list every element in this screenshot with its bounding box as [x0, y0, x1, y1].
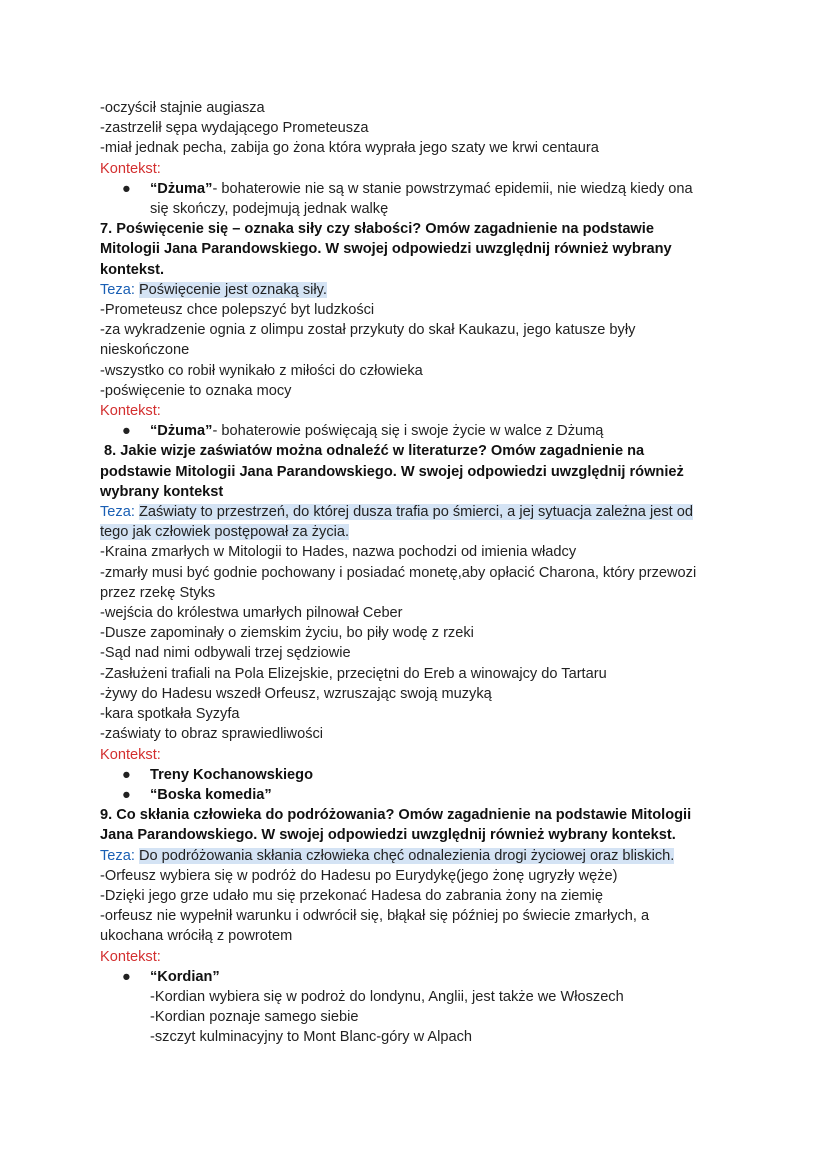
bullet-continuation: się skończy, podejmują jednak walkę	[150, 201, 389, 218]
text-line: nieskończone	[100, 342, 190, 359]
kontekst-label: Kontekst:	[100, 746, 161, 763]
teza-line	[100, 502, 768, 522]
question-heading: 7. Poświęcenie się – oznaka siły czy słabości? Omów zagadnienie na podstawie	[100, 221, 654, 238]
text-line: -zastrzelił sępa wydającego Prometeusza	[100, 120, 369, 137]
text-line: -za wykradzenie ognia z olimpu został przykuty do skał Kaukazu, jego katusze były	[100, 322, 636, 339]
teza-label: Teza:	[100, 504, 135, 521]
text-line: -żywy do Hadesu wszedł Orfeusz, wzruszając swoją muzyką	[100, 685, 492, 702]
bullet-item	[100, 785, 768, 805]
sub-item: -Kordian wybiera się w podroż do londynu, Anglii, jest także we Włoszech	[150, 988, 624, 1005]
question-heading: podstawie Mitologii Jana Parandowskiego. W swojej odpowiedzi uwzględnij również	[100, 463, 684, 480]
text-line: przez rzekę Styks	[100, 584, 216, 601]
bullet-title: “Boska komedia”	[150, 786, 272, 803]
teza-label: Teza:	[100, 281, 135, 298]
bullet-item	[100, 179, 768, 199]
text-line: -orfeusz nie wypełnił warunku i odwrócił się, błąkał się później po świecie zmarłych, a	[100, 908, 650, 925]
sub-item: -szczyt kulminacyjny to Mont Blanc-góry w Alpach	[150, 1029, 472, 1046]
bullet-text: - bohaterowie nie są w stanie powstrzymać epidemii, nie wiedzą kiedy ona	[212, 180, 693, 197]
text-line: -Kraina zmarłych w Mitologii to Hades, nazwa pochodzi od imienia władcy	[100, 544, 577, 561]
sub-item: -Kordian poznaje samego siebie	[150, 1009, 359, 1026]
text-line: -miał jednak pecha, zabija go żona która wyprała jego szaty we krwi centaura	[100, 140, 599, 157]
question-heading: 9. Co skłania człowieka do podróżowania? Omów zagadnienie na podstawie Mitologii	[100, 807, 692, 824]
teza-text: Zaświaty to przestrzeń, do której dusza trafia po śmierci, a jej sytuacja zależna jest od	[138, 504, 693, 521]
bullet-text: - bohaterowie poświęcają się i swoje życie w walce z Dżumą	[212, 423, 604, 440]
bullet-item	[100, 967, 768, 987]
bullet-item	[100, 421, 768, 441]
text-line: -zmarły musi być godnie pochowany i posiadać monetę,aby opłacić Charona, który przewozi	[100, 564, 697, 581]
text-line: -oczyścił stajnie augiasza	[100, 100, 265, 116]
text-line: ukochana wróciłą z powrotem	[100, 928, 293, 945]
question-heading: Jana Parandowskiego. W swojej odpowiedzi uwzględnij również wybrany kontekst.	[100, 827, 676, 844]
text-line: -Prometeusz chce polepszyć byt ludzkości	[100, 302, 375, 319]
teza-text: Poświęcenie jest oznaką siły.	[138, 281, 327, 298]
teza-label: Teza:	[100, 847, 135, 864]
text-line: -wejścia do królestwa umarłych pilnował Ceber	[100, 605, 403, 622]
bullet-item	[100, 765, 768, 785]
bullet-icon: ●	[122, 180, 131, 197]
text-line: -zaświaty to obraz sprawiedliwości	[100, 726, 324, 743]
teza-line	[100, 522, 768, 542]
question-heading: 8. Jakie wizje zaświatów można odnaleźć w literaturze? Omów zagadnienie na	[100, 443, 645, 460]
bullet-icon: ●	[122, 766, 131, 783]
bullet-icon: ●	[122, 968, 131, 985]
question-heading: Mitologii Jana Parandowskiego. W swojej odpowiedzi uwzględnij również wybrany	[100, 241, 672, 258]
text-line: -Zasłużeni trafiali na Pola Elizejskie, przeciętni do Ereb a winowajcy do Tartaru	[100, 665, 607, 682]
teza-line	[100, 846, 768, 866]
teza-line	[100, 280, 768, 300]
bullet-icon: ●	[122, 423, 131, 440]
text-line: -wszystko co robił wynikało z miłości do człowieka	[100, 362, 423, 379]
bullet-icon: ●	[122, 786, 131, 803]
bullet-title: Treny Kochanowskiego	[150, 766, 314, 783]
bullet-title: “Kordian”	[150, 968, 220, 985]
text-line: -Sąd nad nimi odbywali trzej sędziowie	[100, 645, 351, 662]
text-line: -Dusze zapominały o ziemskim życiu, bo piły wodę z rzeki	[100, 625, 474, 642]
text-line: -Orfeusz wybiera się w podróż do Hadesu po Eurydykę(jego żonę ugryzły węże)	[100, 867, 618, 884]
kontekst-label: Kontekst:	[100, 948, 161, 965]
bullet-title: “Dżuma”	[150, 423, 213, 440]
teza-text: tego jak człowiek postępował za życia.	[100, 524, 350, 541]
text-line: -poświęcenie to oznaka mocy	[100, 382, 292, 399]
text-line: -kara spotkała Syzyfa	[100, 706, 240, 723]
kontekst-label: Kontekst:	[100, 403, 161, 420]
kontekst-label: Kontekst:	[100, 160, 161, 177]
question-heading: wybrany kontekst	[100, 483, 224, 500]
text-line: -Dzięki jego grze udało mu się przekonać Hadesa do zabrania żony na ziemię	[100, 887, 603, 904]
bullet-title: “Dżuma”	[150, 180, 213, 197]
teza-text: Do podróżowania skłania człowieka chęć odnalezienia drogi życiowej oraz bliskich.	[138, 847, 675, 864]
question-heading: kontekst.	[100, 261, 165, 278]
